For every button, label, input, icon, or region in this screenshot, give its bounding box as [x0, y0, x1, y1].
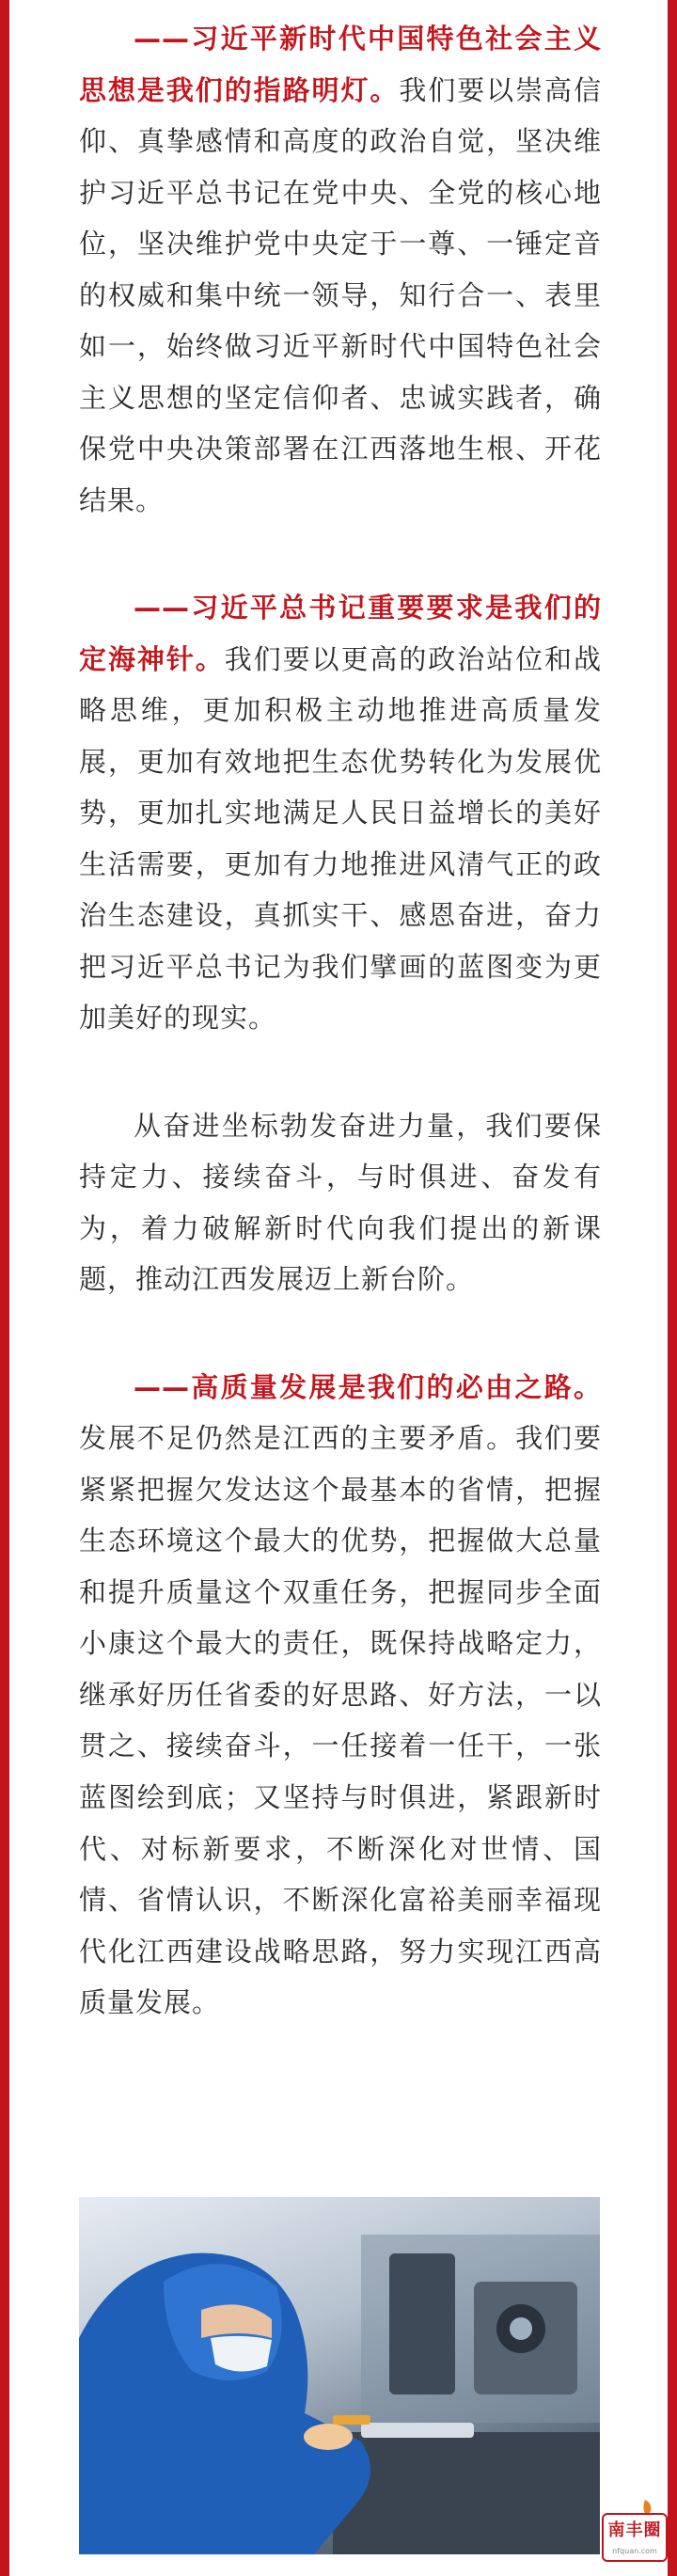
workbench	[333, 2432, 600, 2554]
article-body	[79, 13, 602, 2085]
paragraph-1	[79, 13, 602, 526]
lab-worker-illustration	[79, 2197, 600, 2554]
watermark-text: 南丰圈	[607, 2521, 662, 2540]
paragraph-2-heading: ——习近平总书记重要要求是我们的定海神针。	[79, 592, 602, 675]
paragraph-3-text: 从奋进坐标勃发奋进力量，我们要保持定力、接续奋斗，与时俱进、奋发有为，着力破解新时代向我们提出的新课题，推动江西发展迈上新台阶。	[79, 1109, 602, 1296]
paragraph-4-text: 发展不足仍然是江西的主要矛盾。我们要紧紧把握欠发达这个最基本的省情，把握生态环境这个最大的优势，把握做大总量和提升质量这个双重任务，把握同步全面小康这个最大的责任，既保持战略定力，继承好历任省委的好思路、好方法，一以贯之、接续奋斗，一任接着一任干，一张蓝图绘到底；又坚持与时俱进，紧跟新时代、对标新要求，不断深化对世情、国情、省情认识，不断深化富裕美丽幸福现代化江西建设战略思路，努力实现江西高质量发展。	[79, 1422, 602, 2019]
paragraph-4	[79, 1362, 602, 2029]
watermark-url: nfquan.com	[612, 2547, 657, 2555]
paragraph-4-heading: ——高质量发展是我们的必由之路。	[134, 1370, 602, 1403]
paragraph-2	[79, 582, 602, 1044]
tray	[361, 2423, 474, 2438]
lens-glass	[510, 2317, 532, 2340]
face-mask	[211, 2336, 272, 2372]
gloved-hand	[304, 2424, 353, 2450]
paragraph-1-text: 我们要以崇高信仰、真挚感情和高度的政治自觉，坚决维护习近平总书记在党中央、全党的核心地位，坚决维护党中央定于一尊、一锤定音的权威和集中统一领导，知行合一、表里如一，始终做习近平新时代中国特色社会主义思想的坚定信仰者、忠诚实践者，确保党中央决策部署在江西落地生根、开花结果。	[79, 73, 602, 516]
microscope-body	[389, 2253, 455, 2394]
paragraph-3	[79, 1100, 602, 1305]
paragraph-2-text: 我们要以更高的政治站位和战略思维，更加积极主动地推进高质量发展，更加有效地把生态优势转化为发展优势，更加扎实地满足人民日益增长的美好生活需要，更加有力地推进风清气正的政治生态建设，真抓实干、感恩奋进，奋力把习近平总书记为我们擘画的蓝图变为更加美好的现实。	[79, 642, 602, 1035]
paragraph-1-heading: ——习近平新时代中国特色社会主义思想是我们的指路明灯。	[79, 23, 602, 106]
part-in-hand	[333, 2415, 370, 2425]
site-watermark	[602, 2513, 668, 2562]
lab-worker-photo	[79, 2197, 600, 2554]
